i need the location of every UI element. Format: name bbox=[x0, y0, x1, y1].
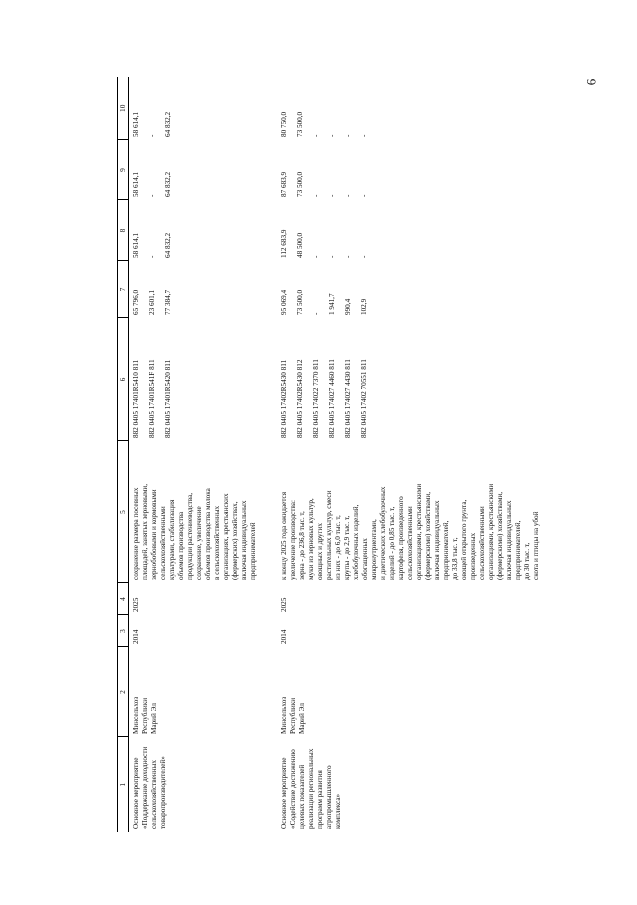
table-row bbox=[129, 77, 277, 832]
header-col-10: 10 bbox=[118, 77, 129, 140]
header-col-8: 8 bbox=[118, 200, 129, 261]
budget-code-cell: 882 0405 17402R5430 811 882 0405 17402R5430 812 882 0405 174022 7370 811 882 0405 174027 4460 811 882 0405 174027 4430 811 882 0405 17402 70551 811 bbox=[279, 359, 368, 438]
start-year-cell: 2014 bbox=[132, 629, 140, 644]
expected-result-cell: к концу 2025 года ожидается увеличение производства: зерна - до 236,8 тыс. т, муки из зерновых культур, овощных и других растительных культур, смеси из них - до 6,0 тыс. т, крупы - до 2,9 тыс. т, хлебобулочных изделий, обогащенных микронутриентами, и диетических хлебобулочных изделий - до 0,85 тыс. т, картофеля, произведенного сельскохозяйственными организациями, крестьянскими (фермерскими) хозяйствами, включая индивидуальных предпринимателей, до 33,8 тыс. т, овощей открытого грунта, произведенных сельскохозяйственными организациями, крестьянскими (фермерскими) хозяйствами, включая индивидуальных предпринимателей, до 30 тыс. т, скота и птицы на убой bbox=[279, 483, 540, 580]
header-col-7: 7 bbox=[118, 261, 129, 318]
value-cell-col10: 58 614,1 - 64 832,2 bbox=[132, 111, 172, 137]
executor-cell: Минсельхоз Республики Марий Эл bbox=[279, 696, 306, 734]
value-cell-col8: 58 614,1 - 64 832,2 bbox=[132, 232, 172, 258]
header-col-9: 9 bbox=[118, 140, 129, 200]
table-row bbox=[277, 77, 541, 832]
header-col-2: 2 bbox=[118, 647, 129, 737]
value-cell-col7: 95 069,4 73 500,0 - 1 941,7 990,4 102,9 bbox=[279, 289, 368, 315]
rotated-table-sheet bbox=[117, 77, 622, 832]
expected-result-cell: сохранение размера посевных площадей, занятых зерновыми, зернобобовыми и кормовыми сельскохозяйственными культурами, стабилизация объемов производства продукции растениеводства, сохранение, увеличение объемов производства молока в сельскохозяйственных организациях, крестьянских (фермерских) хозяйствах, включая индивидуальных предпринимателей bbox=[132, 483, 257, 580]
value-cell-col8: 112 683,9 48 500,0 - - - - bbox=[279, 229, 368, 258]
header-col-1: 1 bbox=[118, 737, 129, 832]
value-cell-col10: 80 750,0 73 500,0 - - - - bbox=[279, 111, 368, 137]
header-col-6: 6 bbox=[118, 318, 129, 441]
measure-name-cell: Основное мероприятие «Поддержание доходности сельскохозяйственных товаропроизводителей» bbox=[132, 746, 167, 829]
page-number: 6 bbox=[583, 78, 599, 86]
program-measures-table bbox=[117, 77, 541, 832]
budget-code-cell: 882 0405 17401R5410 811 882 0405 17401R541F 811 882 0405 17401R5420 811 bbox=[132, 359, 172, 438]
start-year-cell: 2014 bbox=[279, 629, 288, 644]
measure-name-cell: Основное мероприятие «Содействие достижению целевых показателей реализации региональных программ развития агропромышленного комплекса» bbox=[279, 748, 342, 829]
value-cell-col9: 87 683,9 73 500,0 - - - - bbox=[279, 171, 368, 197]
header-col-5: 5 bbox=[118, 441, 129, 583]
end-year-cell: 2025 bbox=[132, 597, 140, 612]
executor-cell: Минсельхоз Республики Марий Эл bbox=[132, 696, 158, 734]
header-row bbox=[118, 77, 129, 832]
end-year-cell: 2025 bbox=[279, 597, 288, 612]
header-col-4: 4 bbox=[118, 583, 129, 615]
value-cell-col9: 58 614,1 - 64 832,2 bbox=[132, 171, 172, 197]
header-col-3: 3 bbox=[118, 615, 129, 647]
value-cell-col7: 65 796,0 23 601,1 77 384,7 bbox=[132, 289, 172, 315]
